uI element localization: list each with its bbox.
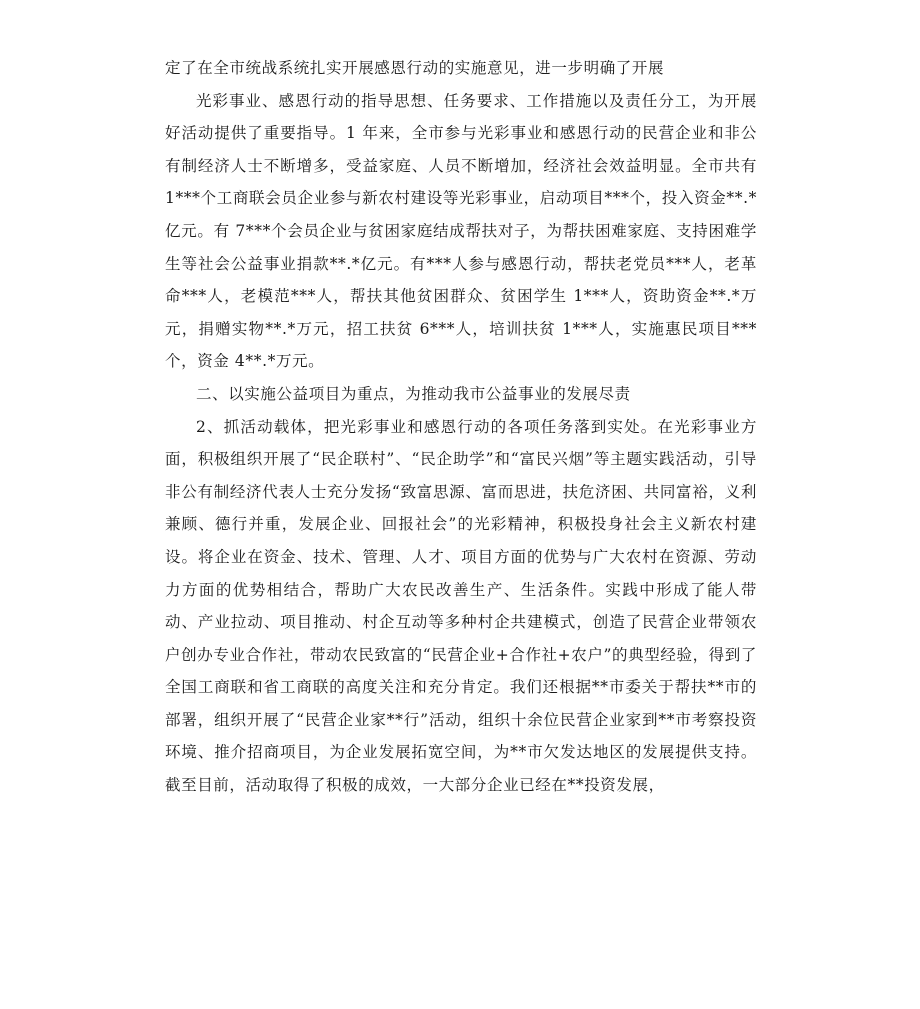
paragraph-guidance-results: 光彩事业、感恩行动的指导思想、任务要求、工作措施以及责任分工，为开展好活动提供了重要指导。1 年来，全市参与光彩事业和感恩行动的民营企业和非公有制经济人士不断增多，受益家庭、人员不断增加，经济社会效益明显。全市共有1***个工商联会员企业参与新农村建设等光彩事业，启动项目***个，投入资金**.*亿元。有 7***个会员企业与贫困家庭结成帮扶对子，为帮扶困难家庭、支持困难学生等社会公益事业捐款**.*亿元。有***人参与感恩行动，帮扶老党员***人，老革命***人，老模范***人，帮扶其他贫困群众、贫困学生 1***人，资助资金**.*万元，捐赠实物**.*万元，招工扶贫 6***人，培训扶贫 1***人，实施惠民项目***个，资金 4**.*万元。: [165, 91, 757, 371]
paragraph-activity-carrier: 2、抓活动载体，把光彩事业和感恩行动的各项任务落到实处。在光彩事业方面，积极组织开展了“民企联村”、“民企助学”和“富民兴烟”等主题实践活动，引导非公有制经济代表人士充分发扬“致富思源、富而思进，扶危济困、共同富裕，义利兼顾、德行并重，发展企业、回报社会”的光彩精神，积极投身社会主义新农村建设。将企业在资金、技术、管理、人才、项目方面的优势与广大农村在资源、劳动力方面的优势相结合，帮助广大农民改善生产、生活条件。实践中形成了能人带动、产业拉动、项目推动、村企互动等多种村企共建模式，创造了民营企业带领农户创办专业合作社，带动农民致富的“民营企业+合作社+农户”的典型经验，得到了全国工商联和省工商联的高度关注和充分肯定。我们还根据**市委关于帮扶**市的部署，组织开展了“民营企业家**行”活动，组织十余位民营企业家到**市考察投资环境、推介招商项目，为企业发展拓宽空间，为**市欠发达地区的发展提供支持。截至目前，活动取得了积极的成效，一大部分企业已经在**投资发展，: [165, 417, 757, 795]
document-body: [165, 52, 757, 802]
paragraph-continuation: 定了在全市统战系统扎实开展感恩行动的实施意见，进一步明确了开展: [165, 59, 665, 77]
section-heading: 二、以实施公益项目为重点，为推动我市公益事业的发展尽责: [196, 384, 631, 403]
